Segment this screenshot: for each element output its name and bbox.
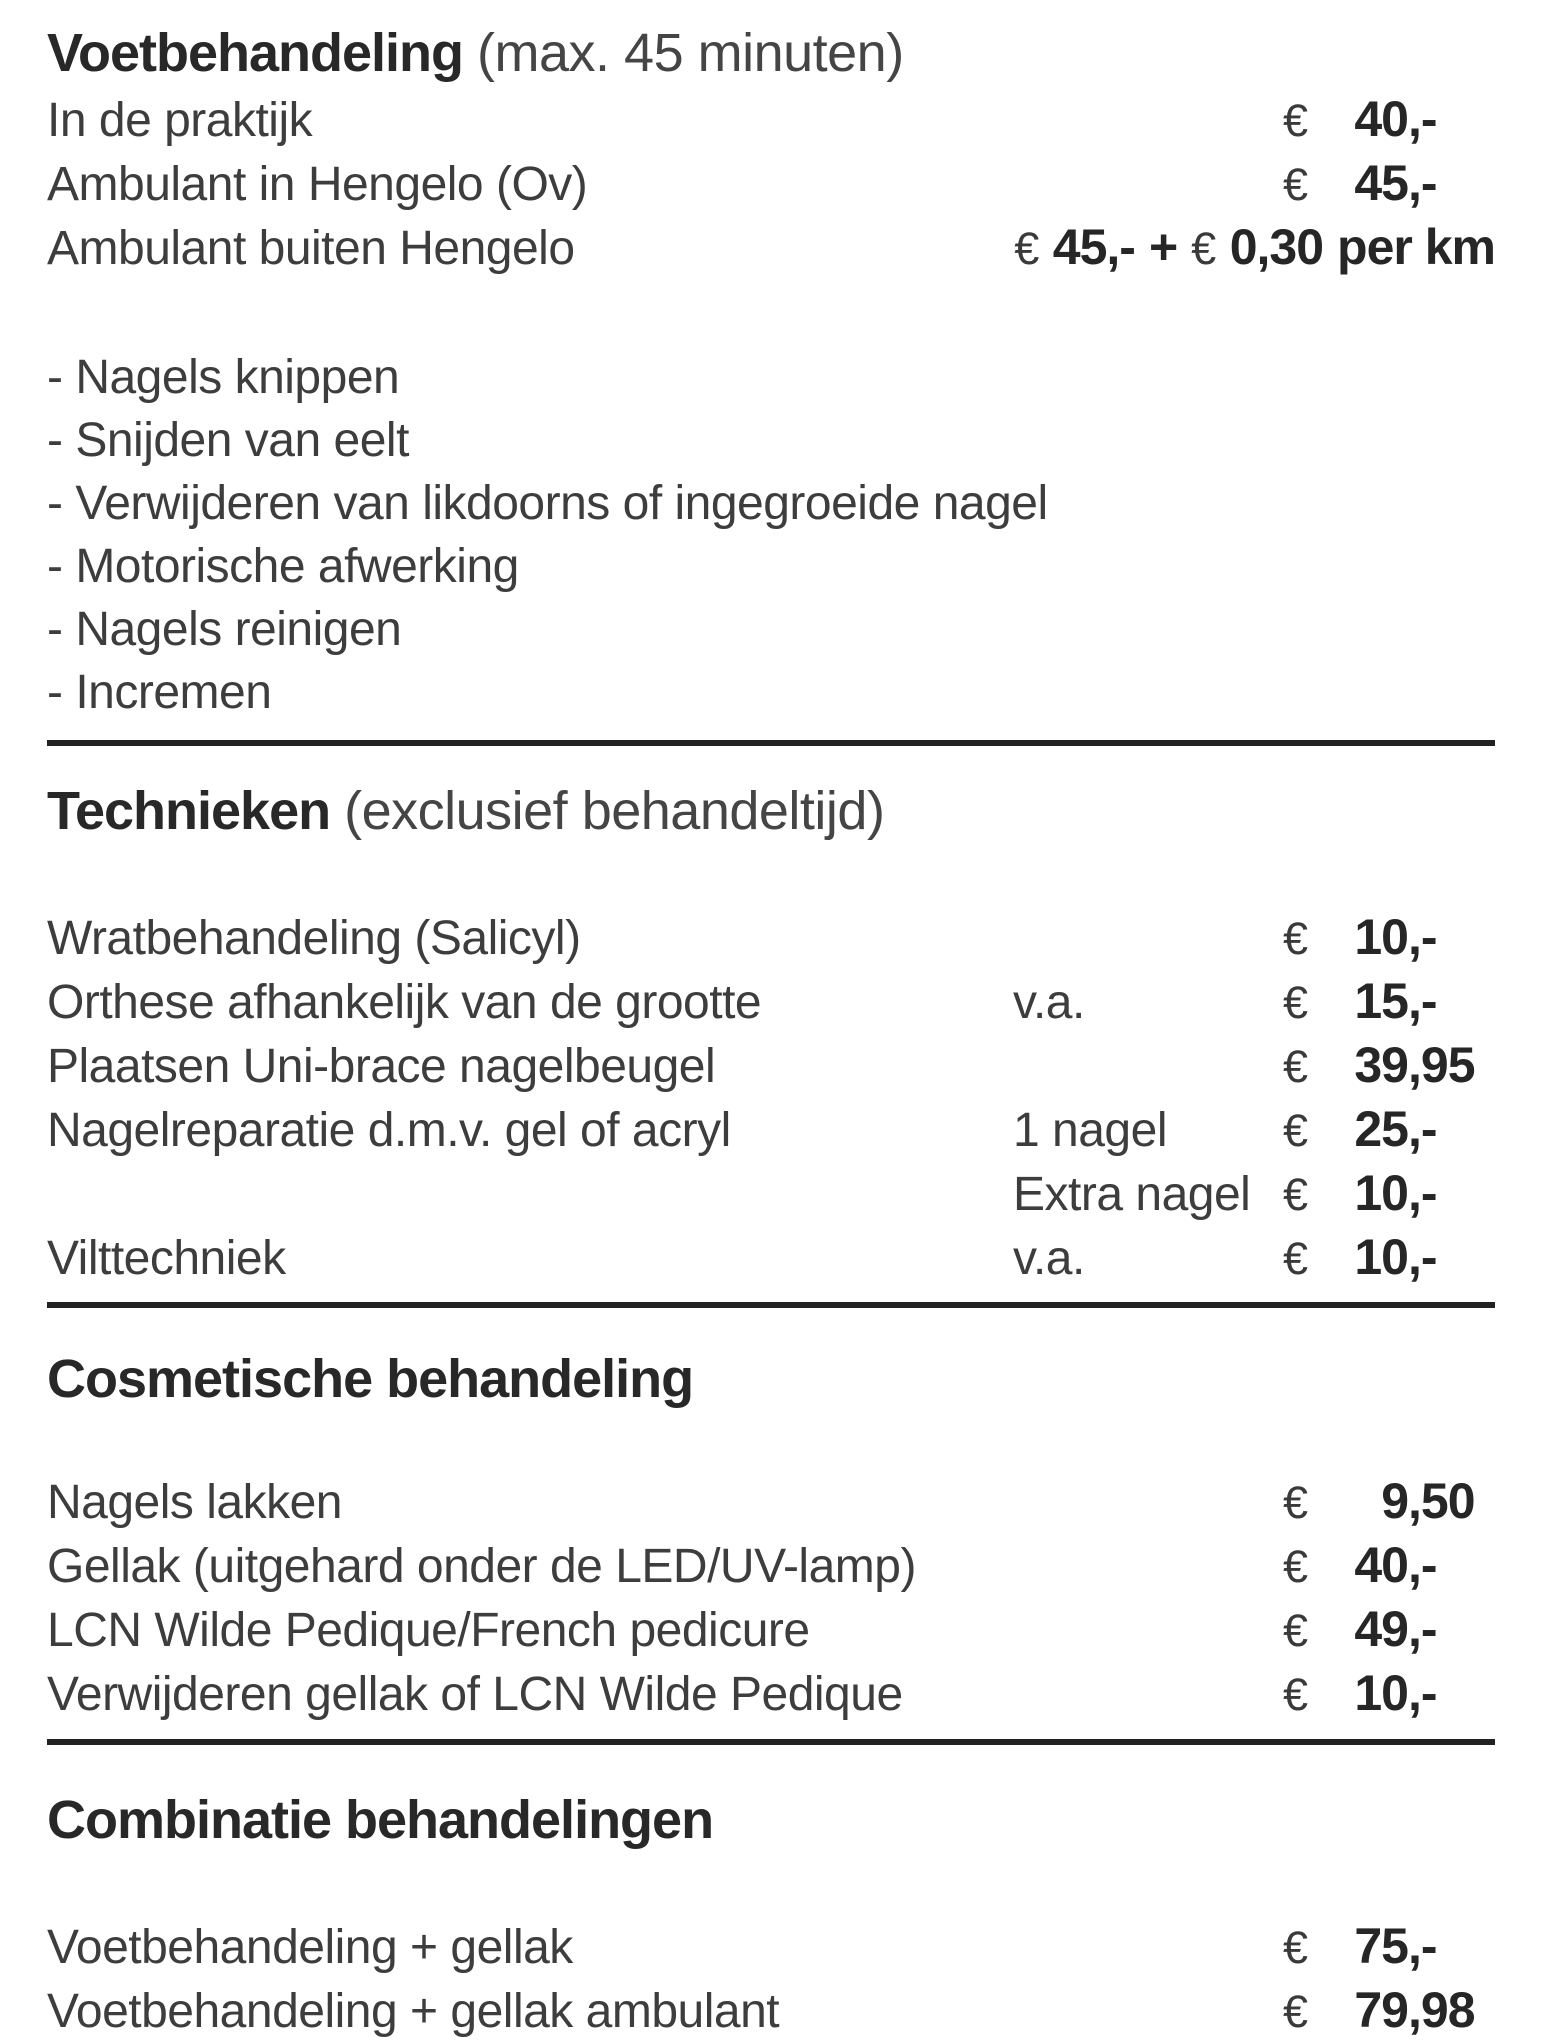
price-row [47, 88, 1495, 152]
list-item: - Snijden van eelt [47, 414, 409, 467]
euro-symbol: € [1283, 1105, 1308, 1156]
row-price [1283, 1534, 1495, 1598]
included-treatments-list [47, 346, 1495, 724]
euro-symbol: € [1283, 1477, 1308, 1528]
price-whole: 75 [1354, 1918, 1408, 1974]
row-label: Nagelreparatie d.m.v. gel of acryl [47, 1104, 731, 1157]
euro-symbol: € [1283, 1041, 1308, 1092]
row-price [1283, 152, 1495, 216]
section-divider [47, 1739, 1495, 1745]
row-label: Voetbehandeling + gellak ambulant [47, 1985, 780, 2038]
price-whole: 40 [1354, 1537, 1408, 1593]
row-price [1283, 1098, 1495, 1162]
row-label: Nagels lakken [47, 1476, 342, 1529]
price-whole: 40 [1354, 91, 1408, 147]
price-whole: 10 [1354, 1165, 1408, 1221]
row-label: Plaatsen Uni-brace nagelbeugel [47, 1040, 716, 1093]
row-label: Wratbehandeling (Salicyl) [47, 912, 581, 965]
row-qualifier: v.a. [1013, 1232, 1085, 1285]
price-row [47, 970, 1495, 1034]
euro-symbol: € [1283, 913, 1308, 964]
row-price [1283, 1662, 1495, 1726]
section-combinatie-behandelingen [47, 1787, 1495, 2043]
price-row [47, 1662, 1495, 1726]
euro-symbol: € [1283, 1605, 1308, 1656]
row-price [1283, 1470, 1495, 1534]
price-decimal: ,- [1408, 1601, 1437, 1657]
price-decimal: ,- [1408, 1165, 1437, 1221]
section-cosmetische-behandeling [47, 1346, 1495, 1726]
row-price [1283, 970, 1495, 1034]
price-row [47, 1979, 1495, 2043]
section-title: Technieken [47, 781, 331, 841]
price-row [47, 1034, 1495, 1098]
euro-symbol: € [1283, 159, 1308, 210]
euro-symbol: € [1283, 1233, 1308, 1284]
price-whole: 10 [1354, 1229, 1408, 1285]
row-price [1283, 1979, 1495, 2043]
row-label: Ambulant in Hengelo (Ov) [47, 158, 588, 211]
plus-sign: + [1148, 219, 1178, 275]
price-row [47, 1534, 1495, 1598]
price-decimal: ,98 [1408, 1982, 1475, 2038]
row-label: Ambulant buiten Hengelo [47, 222, 575, 275]
row-label: Orthese afhankelijk van de grootte [47, 976, 762, 1029]
section-note: (max. 45 minuten) [477, 23, 904, 83]
price-whole: 79 [1354, 1982, 1408, 2038]
list-item: - Motorische afwerking [47, 540, 519, 593]
price-unit: per km [1337, 219, 1495, 275]
price-decimal: ,- [1408, 155, 1437, 211]
list-item: - Nagels knippen [47, 351, 400, 404]
row-price [1283, 1162, 1495, 1226]
price-whole: 25 [1354, 1101, 1408, 1157]
price-decimal: ,- [1408, 1918, 1437, 1974]
price-amount: 0,30 [1229, 219, 1324, 275]
price-row [47, 1162, 1495, 1226]
price-whole: 9 [1381, 1473, 1408, 1529]
row-label: Voetbehandeling + gellak [47, 1921, 573, 1974]
price-decimal: ,- [1408, 91, 1437, 147]
euro-symbol: € [1283, 1986, 1308, 2037]
euro-symbol: € [1283, 977, 1308, 1028]
row-label: LCN Wilde Pedique/French pedicure [47, 1604, 810, 1657]
row-price [1283, 1226, 1495, 1290]
euro-symbol: € [1283, 1541, 1308, 1592]
row-qualifier: 1 nagel [1013, 1104, 1167, 1157]
section-note: (exclusief behandeltijd) [344, 781, 885, 841]
section-heading [47, 1787, 1495, 1853]
price-row [47, 906, 1495, 970]
section-title: Voetbehandeling [47, 23, 464, 83]
section-heading [47, 20, 1495, 86]
price-row [47, 1598, 1495, 1662]
list-item: - Nagels reinigen [47, 603, 402, 656]
section-voetbehandeling [47, 20, 1495, 724]
section-heading [47, 778, 1495, 844]
price-whole: 15 [1354, 973, 1408, 1029]
price-whole: 10 [1354, 909, 1408, 965]
section-technieken [47, 778, 1495, 1290]
section-title: Combinatie behandelingen [47, 1790, 714, 1850]
price-whole: 45 [1354, 155, 1408, 211]
price-whole: 39 [1354, 1037, 1408, 1093]
price-decimal: ,- [1408, 973, 1437, 1029]
euro-symbol: € [1283, 95, 1308, 146]
row-price [1283, 1915, 1495, 1979]
section-divider [47, 740, 1495, 746]
price-decimal: ,- [1408, 1537, 1437, 1593]
price-decimal: ,95 [1408, 1037, 1475, 1093]
row-price [1283, 88, 1495, 152]
row-qualifier: v.a. [1013, 976, 1085, 1029]
price-amount: 45,- [1052, 219, 1135, 275]
euro-symbol: € [1283, 1922, 1308, 1973]
section-divider [47, 1302, 1495, 1308]
price-decimal: ,- [1408, 1229, 1437, 1285]
euro-symbol: € [1014, 223, 1039, 274]
row-price [1283, 906, 1495, 970]
row-price [1283, 1034, 1495, 1098]
price-decimal: ,- [1408, 1101, 1437, 1157]
euro-symbol: € [1283, 1669, 1308, 1720]
price-row [47, 216, 1495, 280]
price-decimal: ,- [1408, 909, 1437, 965]
euro-symbol: € [1283, 1169, 1308, 1220]
row-label: Verwijderen gellak of LCN Wilde Pedique [47, 1668, 903, 1721]
price-row [47, 1226, 1495, 1290]
price-decimal: ,50 [1408, 1473, 1475, 1529]
price-row [47, 1098, 1495, 1162]
price-row [47, 1915, 1495, 1979]
price-row [47, 152, 1495, 216]
row-label: In de praktijk [47, 94, 313, 147]
euro-symbol: € [1191, 223, 1216, 274]
price-row [47, 1470, 1495, 1534]
price-decimal: ,- [1408, 1665, 1437, 1721]
price-whole: 10 [1354, 1665, 1408, 1721]
section-title: Cosmetische behandeling [47, 1349, 694, 1409]
row-price-full [1000, 216, 1495, 280]
list-item: - Incremen [47, 666, 272, 719]
row-price [1283, 1598, 1495, 1662]
list-item: - Verwijderen van likdoorns of ingegroeide nagel [47, 477, 1048, 530]
row-label: Gellak (uitgehard onder de LED/UV-lamp) [47, 1540, 916, 1593]
section-heading [47, 1346, 1495, 1412]
row-qualifier: Extra nagel [1013, 1168, 1251, 1221]
row-label: Vilttechniek [47, 1232, 286, 1285]
price-whole: 49 [1354, 1601, 1408, 1657]
